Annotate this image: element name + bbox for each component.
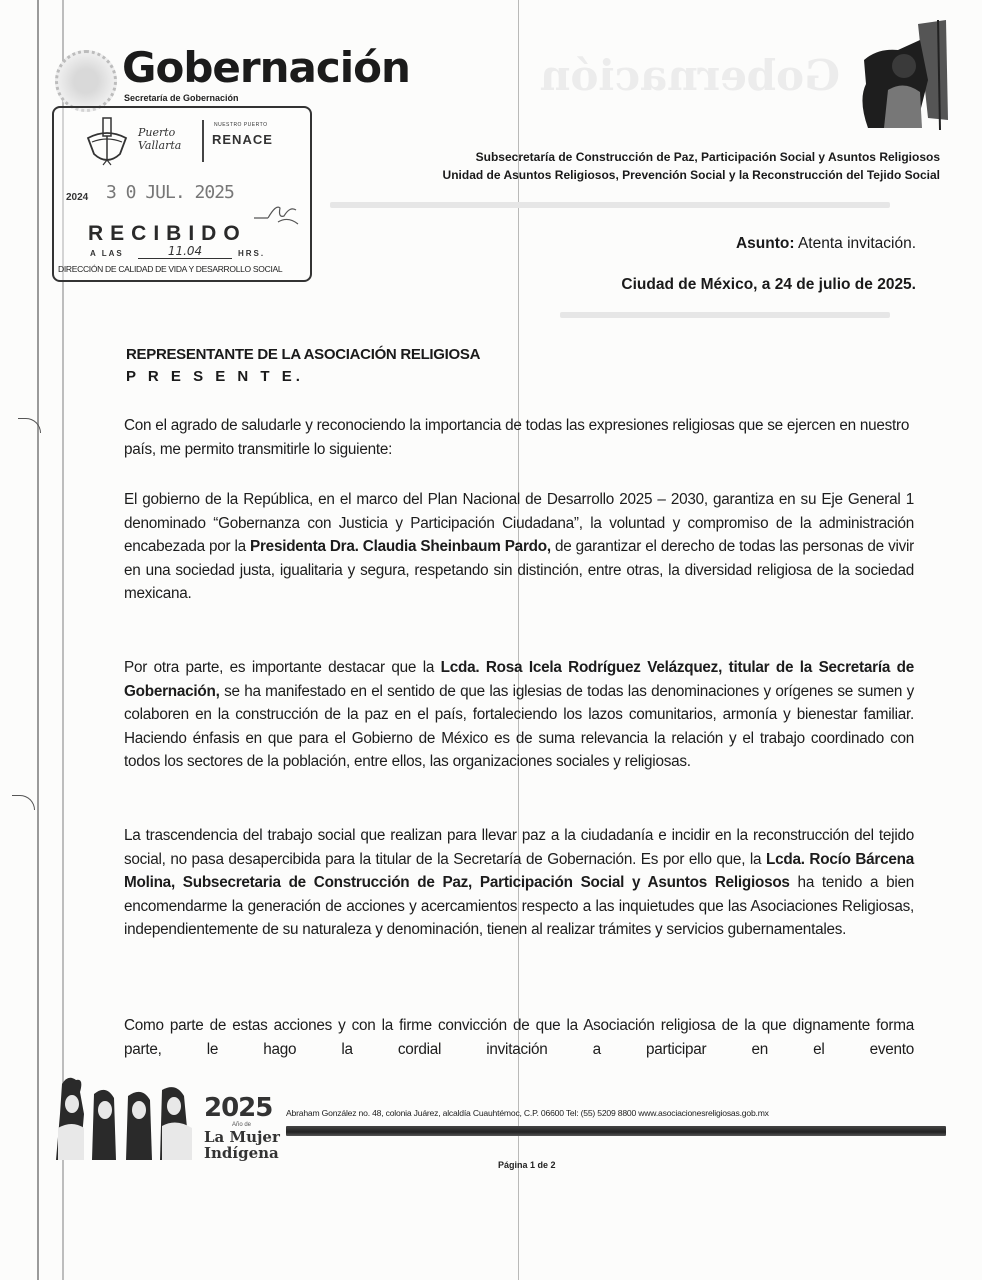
stamp-date: 3 0 JUL. 2025 bbox=[106, 182, 234, 203]
received-time: 11.04 bbox=[138, 245, 232, 259]
text-run: ha tenido a bien encomendarme la generación de acciones y acercamientos respecto a las inquietudes que las Asociaciones Religiosas, independientemente de su naturaleza y denominación, tienen al realizar trámites y servicios gubernamentales. bbox=[124, 874, 915, 939]
text-run: Por otra parte, es importante destacar que la bbox=[124, 659, 441, 676]
indigenous-women-illustration bbox=[54, 1074, 196, 1160]
fold-line bbox=[518, 0, 519, 1280]
text-run: de garantizar el derecho de todas las personas de vivir en una sociedad justa, igualitaria y segura, respetando sin distinción, entre otras, la diversidad religiosa de la sociedad mexicana. bbox=[124, 538, 915, 603]
institution-subtitle: Secretaría de Gobernación bbox=[124, 93, 239, 103]
year-caption: Año de bbox=[232, 1122, 252, 1128]
heroine-flag-emblem bbox=[858, 20, 950, 130]
unit-name: Unidad de Asuntos Religiosos, Prevención Social y la Reconstrucción del Tejido Social bbox=[442, 168, 940, 182]
reception-stamp bbox=[52, 106, 312, 282]
scan-edge-line bbox=[37, 0, 39, 1280]
page-number: Página 1 de 2 bbox=[498, 1160, 556, 1170]
addressee-presente: P R E S E N T E. bbox=[126, 368, 304, 385]
footer-address: Abraham González no. 48, colonia Juárez, alcaldía Cuauhtémoc, C.P. 06600 Tel: (55) 5209 8800 www.asociacionesreligiosas.gob.mx bbox=[286, 1108, 769, 1118]
binding-mark bbox=[12, 795, 35, 810]
year-number: 2025 bbox=[204, 1093, 273, 1123]
slogan: RENACE bbox=[212, 132, 273, 147]
subsecretariat-name: Subsecretaría de Construcción de Paz, Participación Social y Asuntos Religiosos bbox=[475, 150, 940, 164]
bold-run-secretary: Lcda. Rosa Icela Rodríguez Velázquez, titular de la Secretaría de Gobernación, bbox=[124, 659, 914, 700]
bleed-through-logo: Gobernación bbox=[540, 51, 840, 100]
hours-label: HRS. bbox=[238, 249, 266, 258]
received-label: RECIBIDO bbox=[88, 222, 247, 245]
subject-line bbox=[736, 234, 916, 254]
bleed-through-mark bbox=[560, 312, 890, 318]
addressee-block bbox=[126, 344, 480, 388]
bleed-through-mark bbox=[330, 202, 890, 208]
subject-text: Atenta invitación. bbox=[797, 235, 916, 252]
city-logo-text bbox=[138, 126, 181, 152]
footer-rule bbox=[286, 1126, 946, 1136]
mexico-coat-of-arms-seal bbox=[55, 50, 117, 112]
text-run: El gobierno de la República, en el marco del Plan Nacional de Desarrollo 2025 – 2030, garantiza en su Eje General 1 denominado “Gobernanza con Justicia y Participación Ciudadana”, la voluntad y compromiso de la administración encabezada por la bbox=[124, 491, 914, 556]
slogan-small: NUESTRO PUERTO bbox=[214, 122, 268, 128]
logo-divider bbox=[202, 120, 204, 162]
year-motto-logo bbox=[204, 1094, 280, 1161]
paragraph-invitation: Como parte de estas acciones y con la firme convicción de que la Asociación religiosa de la que dignamente forma parte, le hago la cordial invitación a participar en el evento bbox=[124, 1017, 914, 1058]
bold-run-president: Presidenta Dra. Claudia Sheinbaum Pardo, bbox=[250, 538, 551, 556]
stamp-year: 2024 bbox=[66, 192, 89, 203]
addressee-title: REPRESENTANTE DE LA ASOCIACIÓN RELIGIOSA bbox=[126, 346, 481, 363]
city-line-2: Vallarta bbox=[138, 139, 182, 152]
text-run: La trascendencia del trabajo social que realizan para llevar paz a la ciudadanía e incidir en la reconstrucción del tejido social, no pasa desapercibida para la titular de la Secretaría de Gobernación. Es por ello que, la bbox=[124, 827, 914, 868]
institution-logo-text: Gobernación bbox=[122, 43, 410, 92]
signature-scribble bbox=[254, 204, 302, 226]
city-line-1: Puerto bbox=[138, 126, 176, 139]
motto-line-2: Indígena bbox=[204, 1144, 279, 1162]
at-label: A LAS bbox=[90, 249, 124, 258]
bold-run-subsecretary: Lcda. Rocío Bárcena Molina, Subsecretaria de Construcción de Paz, Participación Social y Asuntos Religiosos bbox=[124, 850, 914, 892]
subject-label: Asunto: bbox=[735, 235, 795, 252]
motto-line-1: La Mujer bbox=[204, 1128, 280, 1146]
place-and-date: Ciudad de México, a 24 de julio de 2025. bbox=[621, 276, 916, 293]
text-run: se ha manifestado en el sentido de que las iglesias de todas las denominaciones y orígenes se sumen y colaboren en la construcción de la paz en el país, fortaleciendo los lazos comunitarios, armonía y bienestar familiar. Haciendo énfasis en que para el Gobierno de México es de suma relevancia la relación y el trabajo coordinado con todos los sectores de la población, entre ellos, las organizaciones sociales y religiosas. bbox=[124, 682, 914, 771]
paragraph-secretary bbox=[124, 656, 914, 774]
paragraph-national-plan bbox=[124, 488, 914, 606]
paragraph-greeting: Con el agrado de saludarle y reconociendo la importancia de todas las expresiones religiosas que se ejercen en nuestro país, me permito transmitirle lo siguiente: bbox=[124, 417, 910, 458]
anchor-lighthouse-icon bbox=[84, 116, 130, 166]
receiving-office: DIRECCIÓN DE CALIDAD DE VIDA Y DESARROLLO SOCIAL bbox=[58, 264, 283, 274]
paragraph-subsecretary bbox=[124, 824, 914, 942]
